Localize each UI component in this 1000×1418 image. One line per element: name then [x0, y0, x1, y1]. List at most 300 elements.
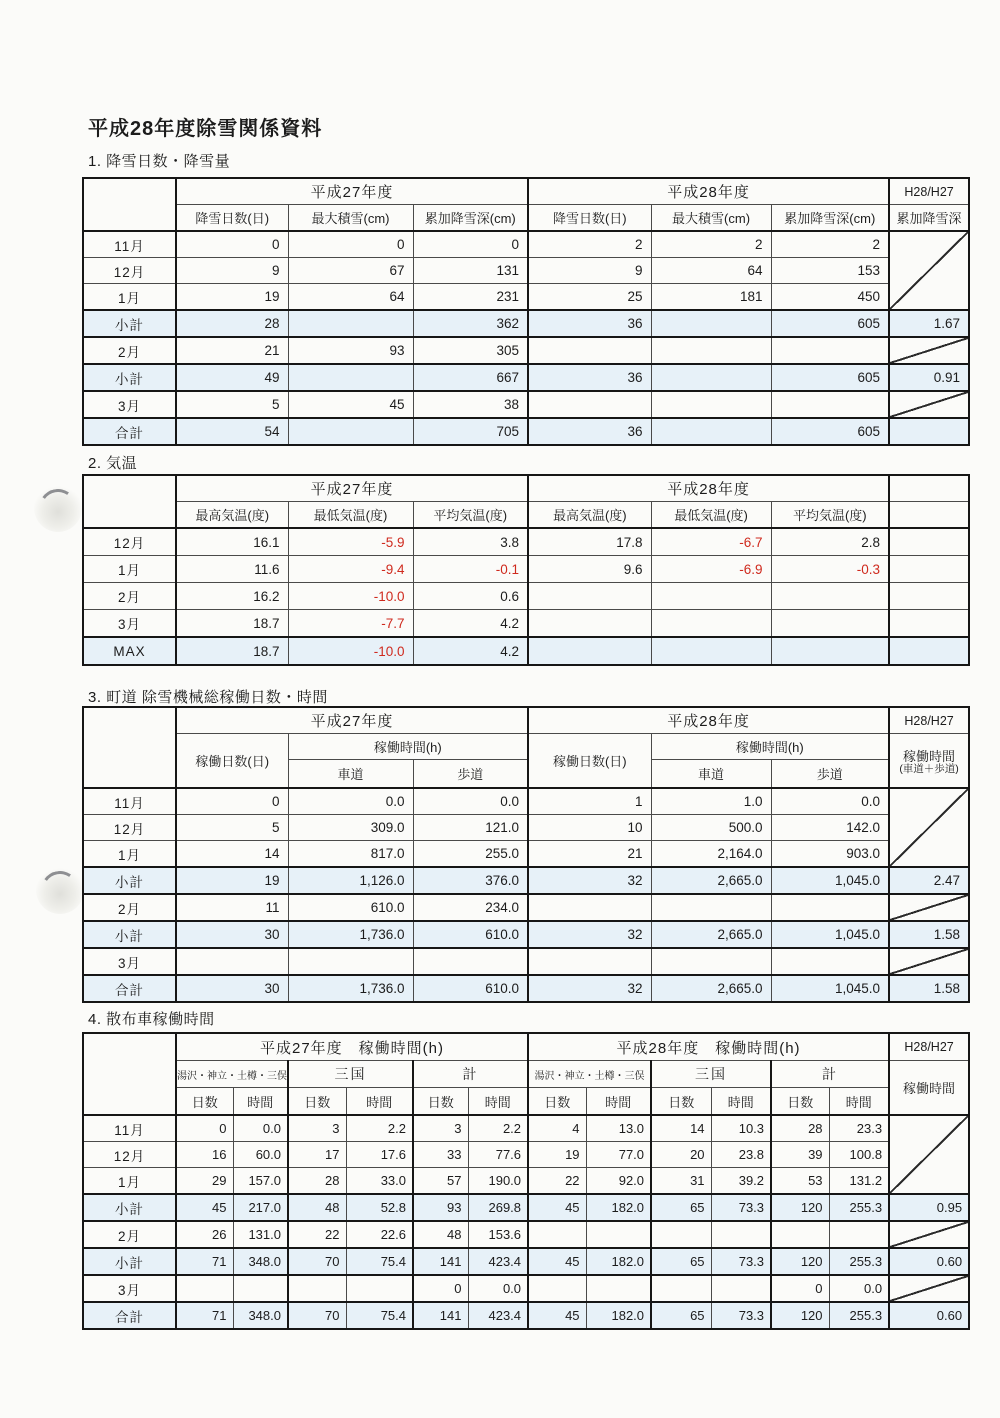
data-cell [528, 948, 651, 975]
data-cell: 2 [651, 231, 771, 258]
data-cell: -6.9 [651, 556, 771, 583]
data-cell: 65 [651, 1302, 711, 1329]
data-cell [651, 637, 771, 665]
row-label: 小計 [83, 867, 176, 894]
header-row [83, 1088, 969, 1116]
data-cell: 29 [176, 1168, 233, 1195]
data-cell: 0 [413, 1275, 468, 1302]
data-cell: 234.0 [413, 894, 528, 921]
table-row [83, 391, 969, 418]
data-cell [771, 948, 889, 975]
data-cell: 77.6 [468, 1142, 528, 1168]
data-cell: 0.0 [288, 788, 413, 815]
data-cell: 18.7 [176, 610, 288, 638]
table-row [83, 418, 969, 445]
row-label: 1月 [83, 1168, 176, 1195]
data-cell: 28 [771, 1115, 829, 1142]
data-cell: 70 [288, 1248, 346, 1275]
data-cell [528, 391, 651, 418]
data-cell: 362 [413, 310, 528, 337]
data-cell: 2,164.0 [651, 841, 771, 868]
data-cell: 14 [651, 1115, 711, 1142]
diagonal-cell [288, 418, 413, 445]
punch-hole-mark [36, 866, 84, 914]
data-cell [651, 1275, 711, 1302]
data-cell [711, 1221, 771, 1248]
header-cell: 日数 [528, 1088, 586, 1116]
year-h27-header: 平成27年度 [176, 475, 528, 502]
data-cell: 39 [771, 1142, 829, 1168]
diagonal-cell [288, 310, 413, 337]
data-cell: 45 [528, 1248, 586, 1275]
data-cell: 71 [176, 1302, 233, 1329]
data-cell: 1.0 [651, 788, 771, 815]
data-cell: 31 [651, 1168, 711, 1195]
data-cell: 36 [528, 418, 651, 445]
punch-hole-mark [34, 484, 82, 532]
data-cell: 0.60 [889, 1248, 969, 1275]
data-cell: 817.0 [288, 841, 413, 868]
table-row [83, 1194, 969, 1221]
row-label: 2月 [83, 1221, 176, 1248]
data-cell: -7.7 [288, 610, 413, 638]
data-cell: 32 [528, 867, 651, 894]
data-cell: 610.0 [413, 921, 528, 948]
header-cell: 降雪日数(日) [528, 205, 651, 232]
data-cell: 10.3 [711, 1115, 771, 1142]
header-cell: 稼働時間(h) [651, 734, 889, 760]
data-cell: 2,665.0 [651, 975, 771, 1002]
data-cell: 67 [288, 258, 413, 284]
table-row [83, 1115, 969, 1142]
header-cell: 最低気温(度) [651, 502, 771, 529]
data-cell: 182.0 [586, 1248, 651, 1275]
data-cell: 21 [528, 841, 651, 868]
header-cell: 車道 [288, 760, 413, 789]
diagonal-cell [651, 418, 771, 445]
header-cell [889, 502, 969, 529]
table-row [83, 894, 969, 921]
data-cell: 903.0 [771, 841, 889, 868]
header-cell: 稼働時間 [889, 1061, 969, 1116]
data-cell: 0 [288, 231, 413, 258]
data-cell [771, 1221, 829, 1248]
data-cell [651, 1221, 711, 1248]
data-cell: 3 [413, 1115, 468, 1142]
data-cell: 45 [528, 1194, 586, 1221]
corner-cell [83, 178, 176, 231]
data-cell: 5 [176, 391, 288, 418]
data-cell: 1,736.0 [288, 975, 413, 1002]
header-cell: 湯沢・神立・土樽・三俣 [176, 1061, 288, 1088]
data-cell: 25 [528, 284, 651, 311]
data-cell: 1,736.0 [288, 921, 413, 948]
ratio-header: H28/H27 [889, 178, 969, 205]
table-row [83, 921, 969, 948]
data-cell: 0 [176, 231, 288, 258]
data-cell [889, 610, 969, 638]
spreader-table [82, 1032, 970, 1330]
data-cell [771, 610, 889, 638]
header-cell: 計 [413, 1061, 528, 1088]
data-cell [771, 583, 889, 610]
row-label: 12月 [83, 528, 176, 556]
data-cell: 305 [413, 337, 528, 364]
data-cell: 2.8 [771, 528, 889, 556]
data-cell: -10.0 [288, 583, 413, 610]
header-cell: 日数 [176, 1088, 233, 1116]
data-cell: 92.0 [586, 1168, 651, 1195]
data-cell: 605 [771, 418, 889, 445]
data-cell: 141 [413, 1248, 468, 1275]
data-cell: 157.0 [233, 1168, 288, 1195]
data-cell: 19 [176, 284, 288, 311]
data-cell: 1,045.0 [771, 975, 889, 1002]
data-cell: 2.2 [468, 1115, 528, 1142]
data-cell: 48 [288, 1194, 346, 1221]
header-row [83, 205, 969, 232]
data-cell: 36 [528, 364, 651, 391]
data-cell [889, 528, 969, 556]
header-cell: 最高気温(度) [176, 502, 288, 529]
data-cell: -0.1 [413, 556, 528, 583]
data-cell: 100.8 [829, 1142, 889, 1168]
data-cell: 255.3 [829, 1194, 889, 1221]
data-cell: 9 [176, 258, 288, 284]
data-cell: 21 [176, 337, 288, 364]
data-cell [528, 894, 651, 921]
data-cell: 18.7 [176, 637, 288, 665]
data-cell: 73.3 [711, 1194, 771, 1221]
data-cell: 605 [771, 364, 889, 391]
data-cell: 48 [413, 1221, 468, 1248]
header-cell: 車道 [651, 760, 771, 789]
data-cell: 182.0 [586, 1194, 651, 1221]
header-cell: 平均気温(度) [413, 502, 528, 529]
data-cell: 0.0 [829, 1275, 889, 1302]
data-cell [413, 948, 528, 975]
table-row [83, 258, 969, 284]
data-cell [586, 1221, 651, 1248]
header-row [83, 1033, 969, 1061]
row-label: 12月 [83, 815, 176, 841]
table-row [83, 841, 969, 868]
row-label: 小計 [83, 1194, 176, 1221]
data-cell: 45 [528, 1302, 586, 1329]
table-row [83, 788, 969, 815]
data-cell: 93 [288, 337, 413, 364]
ratio-header: H28/H27 [889, 1033, 969, 1061]
header-cell: 三国 [651, 1061, 771, 1088]
row-label: 2月 [83, 583, 176, 610]
data-cell: 1,045.0 [771, 867, 889, 894]
data-cell: 667 [413, 364, 528, 391]
table-row [83, 337, 969, 364]
data-cell [771, 637, 889, 665]
data-cell: -9.4 [288, 556, 413, 583]
data-cell [528, 1275, 586, 1302]
year-h28-header: 平成28年度 [528, 707, 889, 734]
header-cell: 最高気温(度) [528, 502, 651, 529]
data-cell: 39.2 [711, 1168, 771, 1195]
header-cell: 稼働時間 (車道＋歩道) [889, 734, 969, 789]
data-cell [288, 948, 413, 975]
row-label: 小計 [83, 1248, 176, 1275]
data-cell: 28 [176, 310, 288, 337]
data-cell: 0.0 [468, 1275, 528, 1302]
data-cell: 2 [771, 231, 889, 258]
ratio-header: H28/H27 [889, 707, 969, 734]
header-cell: 時間 [233, 1088, 288, 1116]
data-cell: 33 [413, 1142, 468, 1168]
header-cell: 平均気温(度) [771, 502, 889, 529]
header-cell: 湯沢・神立・土樽・三俣 [528, 1061, 651, 1088]
data-cell [651, 894, 771, 921]
data-cell [346, 1275, 413, 1302]
header-cell: 最低気温(度) [288, 502, 413, 529]
data-cell: 610.0 [288, 894, 413, 921]
section-label-temperature: 2. 気温 [88, 455, 138, 472]
header-cell: 日数 [651, 1088, 711, 1116]
table-row [83, 948, 969, 975]
row-label: MAX [83, 637, 176, 665]
year-h27-header: 平成27年度 [176, 707, 528, 734]
diagonal-cell [889, 894, 969, 921]
data-cell: 36 [528, 310, 651, 337]
row-label: 3月 [83, 391, 176, 418]
data-cell: 45 [288, 391, 413, 418]
data-cell: 23.3 [829, 1115, 889, 1142]
table-row [83, 364, 969, 391]
table-row [83, 556, 969, 583]
data-cell: 75.4 [346, 1248, 413, 1275]
data-cell: 0.0 [771, 788, 889, 815]
diagonal-cell [889, 337, 969, 364]
row-label: 1月 [83, 284, 176, 311]
data-cell: 500.0 [651, 815, 771, 841]
diagonal-cell [889, 948, 969, 975]
corner-cell [83, 475, 176, 528]
diagonal-cell [889, 1275, 969, 1302]
data-cell: 65 [651, 1248, 711, 1275]
header-cell: 三国 [288, 1061, 413, 1088]
data-cell [528, 1221, 586, 1248]
data-cell: 16.2 [176, 583, 288, 610]
table-row [83, 1302, 969, 1329]
data-cell: -10.0 [288, 637, 413, 665]
data-cell: 0.0 [233, 1115, 288, 1142]
table-row [83, 1221, 969, 1248]
header-cell: 時間 [711, 1088, 771, 1116]
row-label: 合計 [83, 1302, 176, 1329]
data-cell: 131 [413, 258, 528, 284]
data-cell: 16.1 [176, 528, 288, 556]
data-cell: 23.8 [711, 1142, 771, 1168]
row-label: 12月 [83, 258, 176, 284]
data-cell [889, 556, 969, 583]
table-row [83, 231, 969, 258]
data-cell [528, 337, 651, 364]
data-cell: 60.0 [233, 1142, 288, 1168]
data-cell: 1 [528, 788, 651, 815]
data-cell: 11.6 [176, 556, 288, 583]
data-cell: 9 [528, 258, 651, 284]
data-cell [586, 1275, 651, 1302]
table-row [83, 284, 969, 311]
data-cell: 1,126.0 [288, 867, 413, 894]
snowfall-table [82, 177, 970, 446]
data-cell: 45 [176, 1194, 233, 1221]
data-cell: 605 [771, 310, 889, 337]
year-h28-header: 平成28年度 稼働時間(h) [528, 1033, 889, 1061]
diagonal-cell [651, 310, 771, 337]
header-row [83, 475, 969, 502]
row-label: 合計 [83, 975, 176, 1002]
header-cell: 時間 [829, 1088, 889, 1116]
data-cell: -5.9 [288, 528, 413, 556]
data-cell [528, 637, 651, 665]
data-cell: 93 [413, 1194, 468, 1221]
data-cell: 131.2 [829, 1168, 889, 1195]
section-label-snowfall: 1. 降雪日数・降雪量 [88, 153, 231, 170]
data-cell: 19 [176, 867, 288, 894]
data-cell: 64 [288, 284, 413, 311]
data-cell [176, 948, 288, 975]
data-cell: 4.2 [413, 637, 528, 665]
header-cell: 最大積雪(cm) [288, 205, 413, 232]
header-cell: 日数 [288, 1088, 346, 1116]
header-cell: 日数 [771, 1088, 829, 1116]
data-cell: 17 [288, 1142, 346, 1168]
data-cell: 28 [288, 1168, 346, 1195]
year-h27-header: 平成27年度 稼働時間(h) [176, 1033, 528, 1061]
corner-cell [83, 1033, 176, 1115]
data-cell: 26 [176, 1221, 233, 1248]
data-cell: 141 [413, 1302, 468, 1329]
data-cell: 376.0 [413, 867, 528, 894]
data-cell: 269.8 [468, 1194, 528, 1221]
table-row [83, 610, 969, 638]
row-label: 12月 [83, 1142, 176, 1168]
diagonal-cell [889, 231, 969, 310]
data-cell: 73.3 [711, 1248, 771, 1275]
data-cell: 17.8 [528, 528, 651, 556]
data-cell: 11 [176, 894, 288, 921]
data-cell [651, 948, 771, 975]
row-label: 合計 [83, 418, 176, 445]
data-cell: 65 [651, 1194, 711, 1221]
diagonal-cell [889, 391, 969, 418]
row-label: 3月 [83, 1275, 176, 1302]
header-row [83, 707, 969, 734]
data-cell: 705 [413, 418, 528, 445]
data-cell: 2.2 [346, 1115, 413, 1142]
data-cell: 22.6 [346, 1221, 413, 1248]
data-cell: 57 [413, 1168, 468, 1195]
data-cell: 49 [176, 364, 288, 391]
data-cell: 450 [771, 284, 889, 311]
row-label: 2月 [83, 337, 176, 364]
data-cell: 17.6 [346, 1142, 413, 1168]
data-cell: 153 [771, 258, 889, 284]
row-label: 11月 [83, 231, 176, 258]
data-cell: 120 [771, 1248, 829, 1275]
data-cell: 0.0 [413, 788, 528, 815]
data-cell [288, 1275, 346, 1302]
data-cell: 64 [651, 258, 771, 284]
data-cell: 71 [176, 1248, 233, 1275]
row-label: 2月 [83, 894, 176, 921]
year-h28-header: 平成28年度 [528, 475, 889, 502]
data-cell: -0.3 [771, 556, 889, 583]
diagonal-cell [288, 364, 413, 391]
page-title: 平成28年度除雪関係資料 [88, 118, 323, 140]
data-cell: 33.0 [346, 1168, 413, 1195]
data-cell: 19 [528, 1142, 586, 1168]
table-row [83, 1275, 969, 1302]
data-cell: 1.58 [889, 921, 969, 948]
data-cell: 16 [176, 1142, 233, 1168]
data-cell: 0.60 [889, 1302, 969, 1329]
data-cell: 231 [413, 284, 528, 311]
data-cell: 53 [771, 1168, 829, 1195]
header-cell: 累加降雪深(cm) [771, 205, 889, 232]
data-cell [771, 337, 889, 364]
data-cell: 54 [176, 418, 288, 445]
machine-operation-table [82, 706, 970, 1003]
data-cell: 22 [528, 1168, 586, 1195]
header-row [83, 178, 969, 205]
data-cell [176, 1275, 233, 1302]
data-cell: 0.95 [889, 1194, 969, 1221]
data-cell: 142.0 [771, 815, 889, 841]
diagonal-cell [889, 788, 969, 867]
header-cell: 歩道 [771, 760, 889, 789]
data-cell: 423.4 [468, 1248, 528, 1275]
table-row [83, 1248, 969, 1275]
table-row [83, 310, 969, 337]
data-cell: -6.7 [651, 528, 771, 556]
header-cell: 累加降雪深 [889, 205, 969, 232]
data-cell: 0 [413, 231, 528, 258]
data-cell: 52.8 [346, 1194, 413, 1221]
data-cell: 120 [771, 1302, 829, 1329]
data-cell: 0 [771, 1275, 829, 1302]
data-cell: 348.0 [233, 1302, 288, 1329]
header-row [83, 734, 969, 760]
data-cell: 1,045.0 [771, 921, 889, 948]
table-row [83, 1142, 969, 1168]
data-cell [771, 894, 889, 921]
diagonal-cell [889, 1115, 969, 1194]
data-cell [889, 583, 969, 610]
data-cell: 73.3 [711, 1302, 771, 1329]
data-cell: 4.2 [413, 610, 528, 638]
data-cell: 9.6 [528, 556, 651, 583]
data-cell: 120 [771, 1194, 829, 1221]
data-cell: 181 [651, 284, 771, 311]
data-cell [651, 610, 771, 638]
data-cell: 1.58 [889, 975, 969, 1002]
data-cell: 0.91 [889, 364, 969, 391]
row-label: 3月 [83, 610, 176, 638]
section-label-machine-operation: 3. 町道 除雪機械総稼働日数・時間 [88, 689, 328, 706]
data-cell: 32 [528, 975, 651, 1002]
data-cell [889, 418, 969, 445]
header-cell: 日数 [413, 1088, 468, 1116]
table-row [83, 528, 969, 556]
data-cell: 30 [176, 975, 288, 1002]
